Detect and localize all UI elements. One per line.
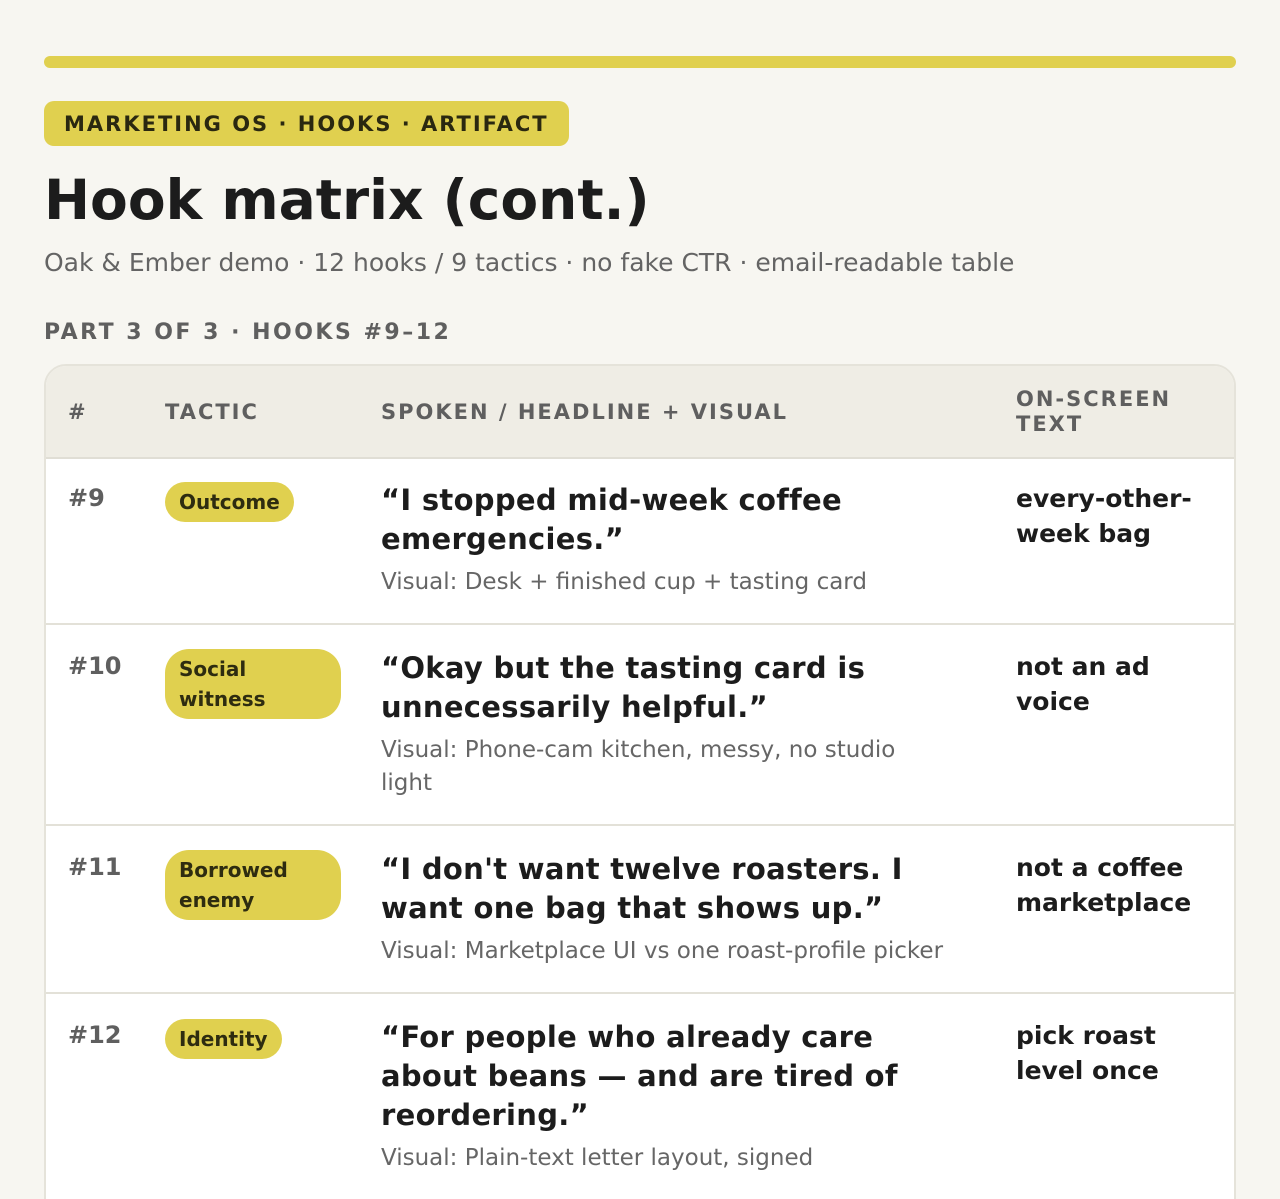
hook-quote: “Okay but the tasting card is unnecessarily helpful.” (381, 651, 866, 724)
section-label: PART 3 OF 3 · HOOKS #9–12 (44, 320, 452, 345)
page-title: Hook matrix (cont.) (44, 168, 650, 232)
column-header-tactic: TACTIC (165, 400, 259, 424)
tactic-badge: Social witness (165, 649, 341, 719)
table-row (46, 457, 1234, 625)
table-row (46, 826, 1234, 994)
hook-quote: “For people who already care about beans — and are tired of reordering.” (381, 1020, 898, 1132)
table-row (46, 994, 1234, 1199)
hook-matrix-table (44, 364, 1236, 1199)
hook-visual: Visual: Marketplace UI vs one roast-profile picker (381, 938, 944, 964)
onscreen-text: not a coffee marketplace (1016, 853, 1192, 917)
column-header-spoken: SPOKEN / HEADLINE + VISUAL (381, 400, 789, 424)
page-subtitle: Oak & Ember demo · 12 hooks / 9 tactics · no fake CTR · email-readable table (44, 248, 1015, 277)
hook-number: #9 (68, 484, 105, 512)
tactic-badge: Identity (165, 1019, 282, 1059)
onscreen-text: pick roast level once (1016, 1021, 1159, 1085)
table-row (46, 625, 1234, 826)
eyebrow-badge: MARKETING OS · HOOKS · ARTIFACT (44, 101, 569, 146)
onscreen-text: every-other-week bag (1016, 484, 1192, 548)
accent-bar (44, 56, 1236, 68)
hook-number: #12 (68, 1021, 122, 1049)
hook-number: #10 (68, 652, 122, 680)
column-header-number: # (68, 400, 88, 424)
hook-visual: Visual: Desk + finished cup + tasting card (381, 569, 867, 595)
hook-visual: Visual: Phone-cam kitchen, messy, no studio light (381, 737, 896, 796)
tactic-badge: Outcome (165, 482, 294, 522)
onscreen-text: not an ad voice (1016, 652, 1150, 716)
hook-quote: “I don't want twelve roasters. I want one bag that shows up.” (381, 852, 903, 925)
table-header (46, 366, 1234, 459)
hook-quote: “I stopped mid-week coffee emergencies.” (381, 483, 842, 556)
tactic-badge: Borrowed enemy (165, 850, 341, 920)
hook-visual: Visual: Plain-text letter layout, signed (381, 1145, 814, 1171)
hook-number: #11 (68, 853, 122, 881)
column-header-onscreen: ON-SCREEN TEXT (1016, 387, 1172, 436)
